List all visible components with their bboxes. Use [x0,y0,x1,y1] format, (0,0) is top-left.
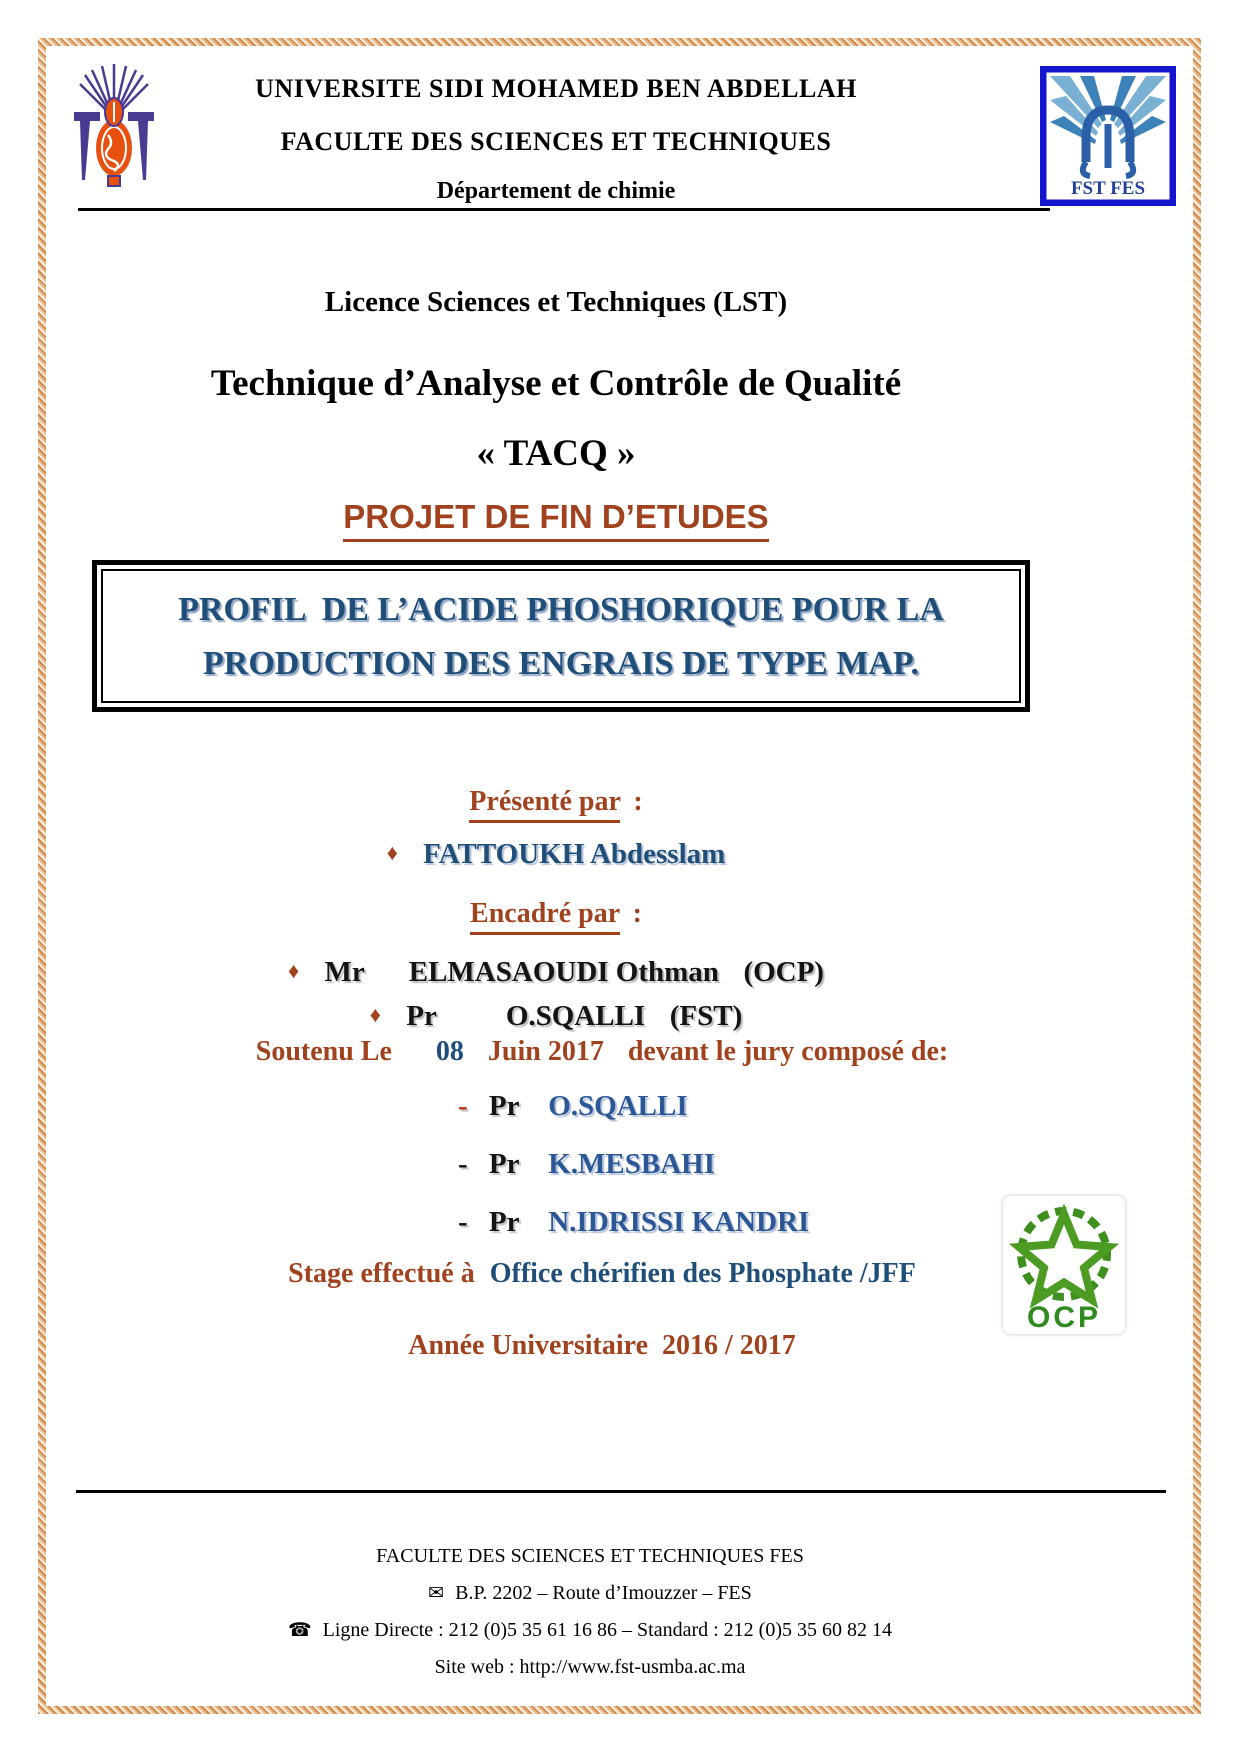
jury-member-row: - Pr K.MESBAHI [458,1148,716,1180]
footer-phone-line: ☎ Ligne Directe : 212 (0)5 35 61 16 86 – Standard : 212 (0)5 35 60 82 14 [287,1619,893,1641]
jury-name: K.MESBAHI [548,1148,716,1180]
main-title-box [92,560,1030,712]
jury-member-row: - Pr N.IDRISSI KANDRI [458,1206,810,1238]
defense-date: 08 [435,1036,464,1067]
diamond-bullet-icon: ♦ [386,840,398,865]
ocp-logo [1003,1196,1125,1334]
main-title-line2: PRODUCTION DES ENGRAIS DE TYPE MAP. [203,645,919,682]
program-acronym: « TACQ » [476,433,636,474]
supervisor-name: ELMASAOUDI Othman [408,956,719,988]
header-rule [78,208,1050,211]
supervisor-org: (FST) [669,1000,743,1032]
ocp-logo-icon [1003,1196,1125,1334]
jury-title: Pr [488,1148,519,1180]
academic-year: Année Universitaire 2016 / 2017 [408,1330,796,1361]
jury-title: Pr [488,1090,519,1122]
diamond-bullet-icon: ♦ [288,958,300,983]
jury-name: O.SQALLI [548,1090,688,1122]
supervisor-org: (OCP) [743,956,824,988]
jury-title: Pr [488,1206,519,1238]
mail-icon: ✉ [428,1582,445,1604]
jury-name: N.IDRISSI KANDRI [548,1206,810,1238]
degree-title: Licence Sciences et Techniques (LST) [324,286,788,318]
presented-by-label: Présenté par : [0,786,1112,818]
jury-member-row: - Pr O.SQALLI [458,1090,688,1122]
ocp-logo-text: OCP [1026,1301,1102,1334]
internship-place: Office chérifien des Phosphate /JFF [489,1258,916,1289]
diamond-bullet-icon: ♦ [369,1002,381,1027]
supervisor-title: Mr [324,956,365,988]
footer-rule [76,1490,1166,1493]
fst-fes-logo-text: FST FES [1070,178,1146,199]
document-type-title: PROJET DE FIN D’ETUDES [0,498,1112,536]
supervisor-name: O.SQALLI [505,1000,646,1032]
supervised-by-label: Encadré par : [0,898,1112,930]
supervisor-line [0,1000,1112,1033]
footer-faculty-line: FACULTE DES SCIENCES ET TECHNIQUES FES [376,1545,804,1567]
department-name: Département de chimie [436,178,676,204]
supervisor-title: Pr [406,1000,437,1032]
main-title-box-inner [101,569,1021,703]
program-title: Technique d’Analyse et Contrôle de Qualité [210,363,902,404]
main-title-line1: PROFIL DE L’ACIDE PHOSHORIQUE POUR LA [178,591,944,628]
university-name: UNIVERSITE SIDI MOHAMED BEN ABDELLAH [255,74,857,103]
footer-website-line: Site web : http://www.fst-usmba.ac.ma [434,1656,746,1678]
student-name: FATTOUKH Abdesslam [423,838,726,870]
defense-line: Soutenu Le 08 Juin 2017 devant le jury composé de: [255,1036,949,1067]
footer-address-line: ✉ B.P. 2202 – Route d’Imouzzer – FES [428,1582,752,1604]
faculty-name: FACULTE DES SCIENCES ET TECHNIQUES [280,127,832,156]
supervisor-line [0,956,1112,989]
student-name-line [0,838,1112,871]
phone-icon: ☎ [287,1619,312,1641]
internship-line: Stage effectué à Office chérifien des Phosphate /JFF [288,1258,916,1289]
